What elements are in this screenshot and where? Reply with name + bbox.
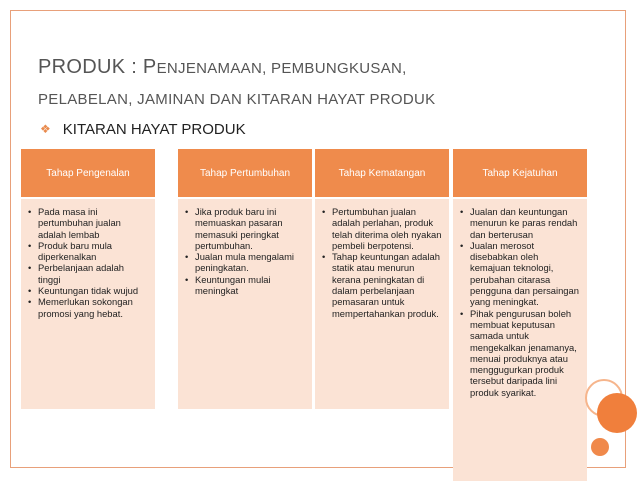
list-item: • Tahap keuntungan adalah statik atau menurun kerana peningkatan di dalam perbelanjaan pemasaran untuk mempertahankan produk. xyxy=(321,251,443,319)
list-item: • Pihak pengurusan boleh membuat keputusan samada untuk mengekalkan jenamanya, menuai produknya atau menggugurkan produk tersebut daripada lini produk syarikat. xyxy=(459,308,581,398)
list-item: • Jualan dan keuntungan menurun ke paras rendah dan berterusan xyxy=(459,206,581,240)
stage-body xyxy=(453,199,587,481)
decorative-orange-circle xyxy=(597,393,637,433)
title-line-2: PELABELAN, JAMINAN DAN KITARAN HAYAT PRODUK xyxy=(38,91,436,108)
stage-heading: Tahap Kematangan xyxy=(315,149,449,197)
stage-body xyxy=(178,199,312,409)
stage-list xyxy=(184,206,306,296)
list-item: • Perbelanjaan adalah tinggi xyxy=(27,262,149,285)
stage-heading: Tahap Pertumbuhan xyxy=(178,149,312,197)
list-item: • Pada masa ini pertumbuhan jualan adalah lembab xyxy=(27,206,149,240)
bullet-text: KITARAN HAYAT PRODUK xyxy=(62,121,246,138)
title-lead: PRODUK : P xyxy=(38,56,157,78)
title-rest: ENJENAMAAN, PEMBUNGKUSAN, xyxy=(156,60,407,77)
stage-column-kematangan xyxy=(315,149,449,409)
stage-body xyxy=(21,199,155,409)
page-title xyxy=(38,52,598,115)
list-item: • Keuntungan tidak wujud xyxy=(27,285,149,296)
list-item: • Memerlukan sokongan promosi yang hebat. xyxy=(27,296,149,319)
title-line-1 xyxy=(38,52,598,84)
list-item: • Pertumbuhan jualan adalah perlahan, produk telah diterima oleh nyakan pembeli berpotensi. xyxy=(321,206,443,251)
stage-heading: Tahap Kejatuhan xyxy=(453,149,587,197)
stage-body xyxy=(315,199,449,409)
list-item: • Jualan mula mengalami peningkatan. xyxy=(184,251,306,274)
list-item: • Produk baru mula diperkenalkan xyxy=(27,240,149,263)
stage-list xyxy=(27,206,149,319)
stage-heading: Tahap Pengenalan xyxy=(21,149,155,197)
stage-column-pengenalan xyxy=(21,149,155,409)
bullet-item xyxy=(40,121,246,138)
list-item: • Jika produk baru ini memuaskan pasaran memasuki peringkat pertumbuhan. xyxy=(184,206,306,251)
stage-list xyxy=(459,206,581,398)
list-item: • Keuntungan mulai meningkat xyxy=(184,274,306,297)
bullet-icon: ❖ xyxy=(40,122,51,136)
decorative-small-circle xyxy=(591,438,609,456)
stage-column-kejatuhan xyxy=(453,149,587,481)
stage-column-pertumbuhan xyxy=(178,149,312,409)
stage-list xyxy=(321,206,443,319)
list-item: • Jualan merosot disebabkan oleh kemajuan teknologi, perubahan citarasa pengguna dan persaingan yang meningkat. xyxy=(459,240,581,308)
